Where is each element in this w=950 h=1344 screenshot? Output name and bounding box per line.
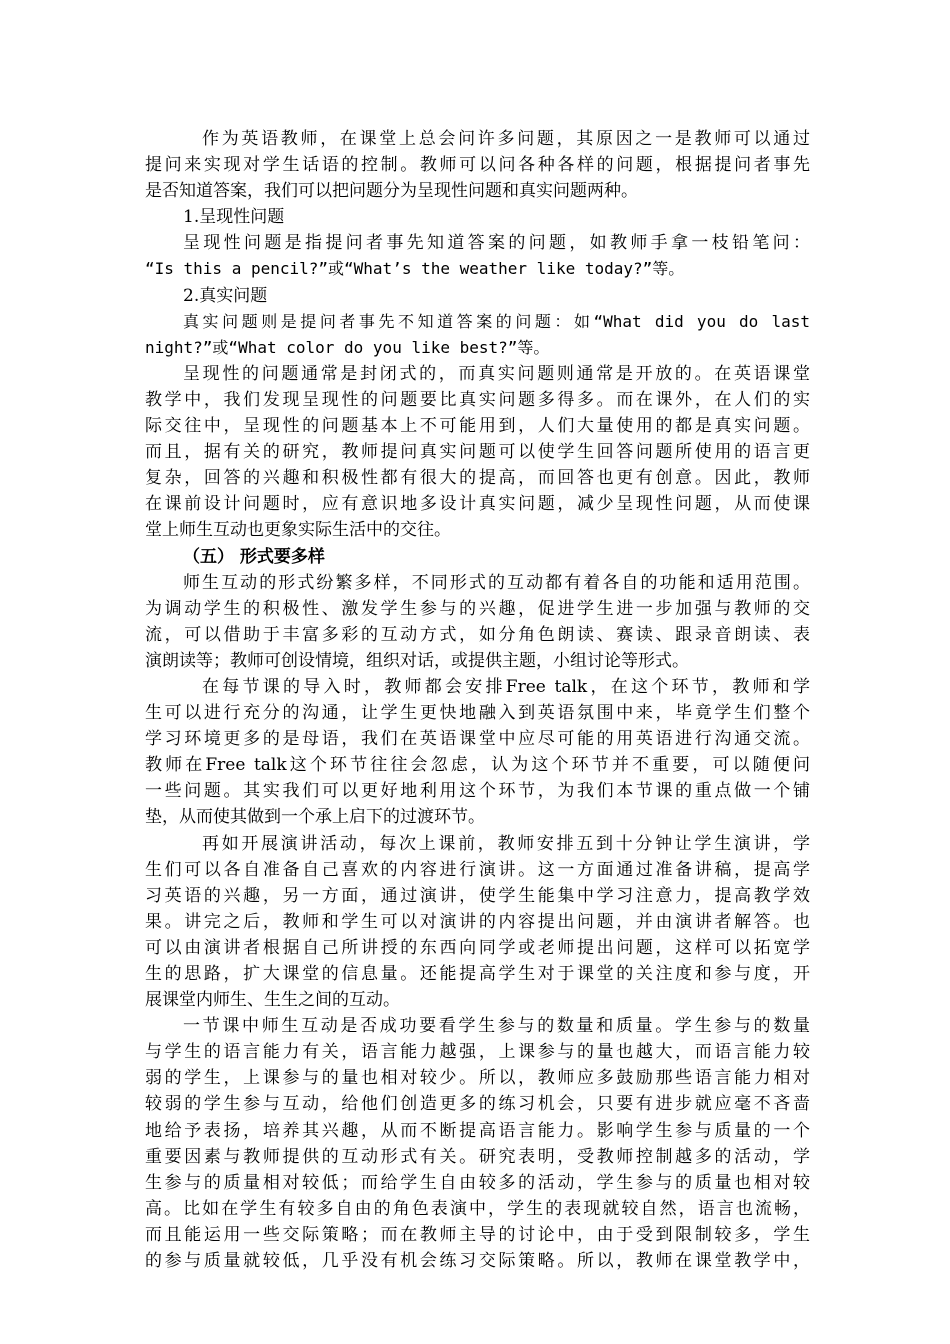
text-line: 的参与质量就较低，几乎没有机会练习交际策略。所以，教师在课堂教学中，: [145, 1251, 810, 1272]
text-line: 与学生的语言能力有关，语言能力越强，上课参与的量也越大，而语言能力较: [145, 1042, 810, 1063]
text-line: 为调动学生的积极性、激发学生参与的兴趣，促进学生进一步加强与教师的交: [145, 598, 810, 619]
document-body: [145, 126, 810, 1274]
text-line: 教师在Free talk这个环节往往会忽虑，认为这个环节并不重要，可以随便问: [145, 755, 810, 776]
paragraph: [145, 230, 810, 282]
paragraph: [145, 674, 810, 831]
text-line: 垫，从而使其做到一个承上启下的过渡环节。: [145, 807, 485, 828]
bold-section-heading: （五） 形式要多样: [183, 546, 325, 567]
text-line: 果。讲完之后，教师和学生可以对演讲的内容提出问题，并由演讲者解答。也: [145, 911, 810, 932]
text-line: 复杂，回答的兴趣和积极性都有很大的提高，而回答也更有创意。因此，教师: [145, 468, 810, 489]
paragraph: [145, 361, 810, 544]
text-line: 流，可以借助于丰富多彩的互动方式，如分角色朗读、赛读、跟录音朗读、表: [145, 624, 810, 645]
text-line: 较弱的学生参与互动，给他们创造更多的练习机会，只要有进步就应毫不吝啬: [145, 1094, 810, 1115]
paragraph: [145, 1013, 810, 1274]
text-line: 堂上师生互动也更象实际生活中的交往。: [145, 520, 451, 541]
paragraph: [145, 126, 810, 204]
text-line: 教学中，我们发现呈现性的问题要比真实问题多得多。而在课外，在人们的实: [145, 389, 810, 410]
text-line: 作为英语教师，在课堂上总会问许多问题，其原因之一是教师可以通过: [202, 129, 810, 149]
text-line: 学习环境更多的是母语，我们在英语课堂中应尽可能的用英语进行沟通交流。: [145, 729, 810, 750]
paragraph: [145, 831, 810, 1014]
text-line: 而且，据有关的研究，教师提问真实问题可以使学生回答问题所使用的语言更: [145, 442, 810, 463]
text-line: 呈现性的问题通常是封闭式的，而真实问题则通常是开放的。在英语课堂: [183, 363, 810, 384]
text-line: 习英语的兴趣，另一方面，通过演讲，使学生能集中学习注意力，提高教学效: [145, 885, 810, 906]
text-line: “Is this a pencil?”或“What’s the weather like today?”等。: [145, 259, 685, 279]
text-line: 一节课中师生互动是否成功要看学生参与的数量和质量。学生参与的数量: [183, 1016, 810, 1037]
text-line: 在课前设计问题时，应有意识地多设计真实问题，减少呈现性问题，从而使课: [145, 494, 810, 515]
text-line: 一些问题。其实我们可以更好地利用这个环节，为我们本节课的重点做一个铺: [145, 781, 810, 802]
text-line: 展课堂内师生、生生之间的互动。: [145, 990, 400, 1011]
paragraph: [145, 570, 810, 674]
text-line: 是否知道答案，我们可以把问题分为呈现性问题和真实问题两种。: [145, 181, 638, 202]
text-line: 演朗读等；教师可创设情境，组织对话，或提供主题，小组讨论等形式。: [145, 650, 689, 671]
text-line: 生的思路，扩大课堂的信息量。还能提高学生对于课堂的关注度和参与度，开: [145, 964, 810, 984]
text-line: 重要因素与教师提供的互动形式有关。研究表明，受教师控制越多的活动，学: [145, 1146, 810, 1167]
text-line: 在每节课的导入时，教师都会安排Free talk，在这个环节，教师和学: [202, 676, 810, 697]
section-heading: 1.呈现性问题: [183, 207, 285, 228]
text-line: 弱的学生，上课参与的量也相对较少。所以，教师应多鼓励那些语言能力相对: [145, 1068, 810, 1089]
section-heading: 2.真实问题: [183, 285, 268, 306]
text-line: 生们可以各自准备自己喜欢的内容进行演讲。这一方面通过准备讲稿，提高学: [145, 859, 810, 880]
text-line: night?”或“What color do you like best?”等。: [145, 337, 550, 357]
text-line: 生可以进行充分的沟通，让学生更快地融入到英语氛围中来，毕竟学生们整个: [145, 703, 810, 724]
paragraph: [145, 309, 810, 361]
text-line: 真实问题则是提问者事先不知道答案的问题：如“What did you do last: [183, 311, 810, 331]
text-line: 生参与的质量相对较低；而给学生自由较多的活动，学生参与的质量也相对较: [145, 1172, 810, 1193]
text-line: 而且能运用一些交际策略；而在教师主导的讨论中，由于受到限制较多，学生: [145, 1224, 810, 1245]
text-line: 再如开展演讲活动，每次上课前，教师安排五到十分钟让学生演讲，学: [202, 833, 810, 854]
text-line: 高。比如在学生有较多自由的角色表演中，学生的表现就较自然，语言也流畅，: [145, 1198, 810, 1219]
text-line: 提问来实现对学生话语的控制。教师可以问各种各样的问题，根据提问者事先: [145, 155, 810, 176]
text-line: 师生互动的形式纷繁多样，不同形式的互动都有着各自的功能和适用范围。: [183, 572, 810, 593]
text-line: 地给予表扬，培养其兴趣，从而不断提高语言能力。影响学生参与质量的一个: [145, 1120, 810, 1141]
text-line: 可以由演讲者根据自己所讲授的东西向同学或老师提出问题，这样可以拓宽学: [145, 937, 810, 958]
text-line: 际交往中，呈现性的问题基本上不可能用到，人们大量使用的都是真实问题。: [145, 416, 810, 437]
text-line: 呈现性问题是指提问者事先知道答案的问题，如教师手拿一枝铅笔问：: [183, 233, 810, 254]
